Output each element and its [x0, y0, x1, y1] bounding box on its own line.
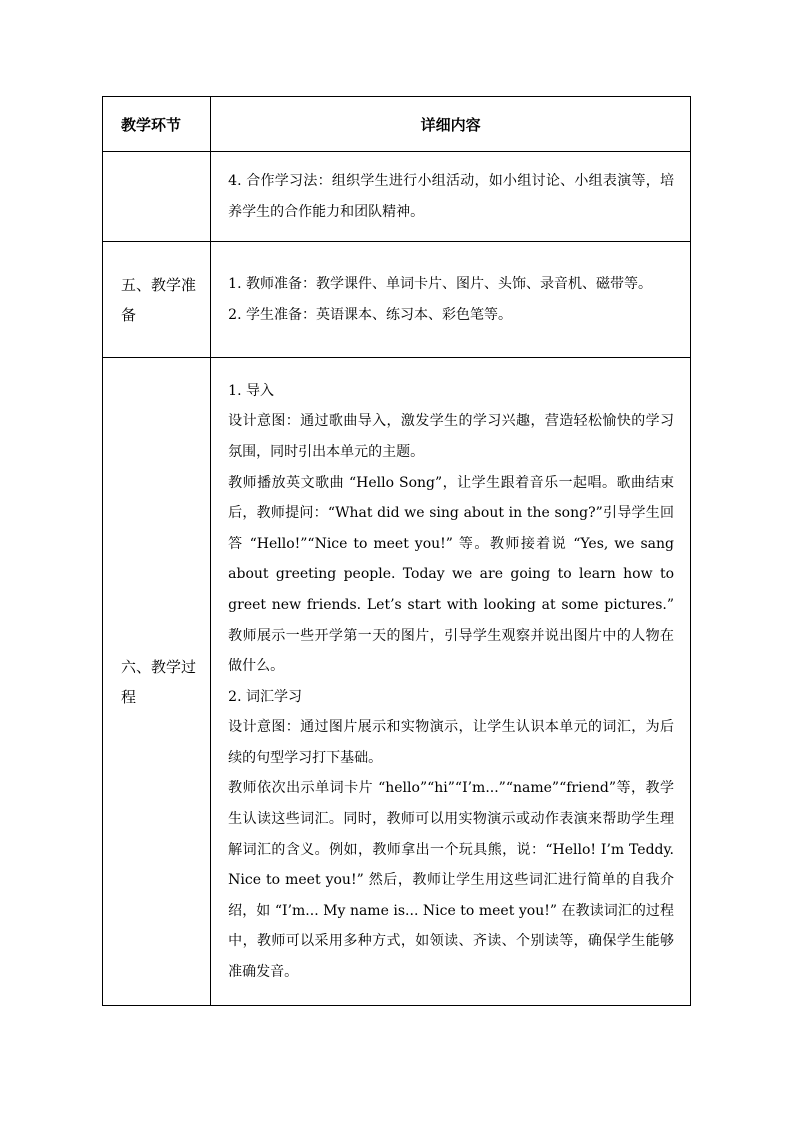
row-label: 五、教学准备 [103, 242, 211, 358]
row-content [211, 242, 691, 358]
table-row [103, 152, 691, 242]
table-header-row [103, 97, 691, 152]
row-content [211, 152, 691, 242]
content-paragraph: 4. 合作学习法：组织学生进行小组活动，如小组讨论、小组表演等，培养学生的合作能力和团队精神。 [228, 173, 674, 220]
content-paragraph: 设计意图：通过图片展示和实物演示，让学生认识本单元的词汇，为后续的句型学习打下基础。 [228, 719, 674, 766]
row-label: 六、教学过程 [103, 358, 211, 1006]
content-heading: 2. 词汇学习 [228, 688, 302, 705]
content-paragraph: 2. 学生准备：英语课本、练习本、彩色笔等。 [228, 306, 512, 323]
table-row [103, 358, 691, 1006]
content-paragraph: 设计意图：通过歌曲导入，激发学生的学习兴趣，营造轻松愉快的学习氛围，同时引出本单元的主题。 [228, 413, 674, 460]
lesson-plan-table [102, 96, 691, 1006]
header-teaching-stage: 教学环节 [103, 97, 211, 152]
content-paragraph: 教师依次出示单词卡片 “hello”“hi”“I’m...”“name”“friend”等，教学生认读这些词汇。同时，教师可以用实物演示或动作表演来帮助学生理解词汇的含义。例如，教师拿出一个玩具熊，说：“Hello! I’m Teddy. Nice to meet you!” 然后，教师让学生用这些词汇进行简单的自我介绍，如 “I’m... My name is... Nice to meet you!” 在教读词汇的过程中，教师可以采用多种方式，如领读、齐读、个别读等，确保学生能够准确发音。 [228, 780, 674, 981]
row-content [211, 358, 691, 1006]
table-row [103, 242, 691, 358]
content-paragraph: 教师播放英文歌曲 “Hello Song”，让学生跟着音乐一起唱。歌曲结束后，教师提问：“What did we sing about in the song?”引导学生回答 “Hello!”“Nice to meet you!” 等。教师接着说 “Yes, we sang about greeting people. Today we are going to learn how to greet new friends. Let’s start with looking at some pictures.” 教师展示一些开学第一天的图片，引导学生观察并说出图片中的人物在做什么。 [228, 474, 674, 675]
header-detailed-content: 详细内容 [211, 97, 691, 152]
content-paragraph: 1. 教师准备：教学课件、单词卡片、图片、头饰、录音机、磁带等。 [228, 276, 652, 293]
content-heading: 1. 导入 [228, 382, 274, 399]
row-label [103, 152, 211, 242]
